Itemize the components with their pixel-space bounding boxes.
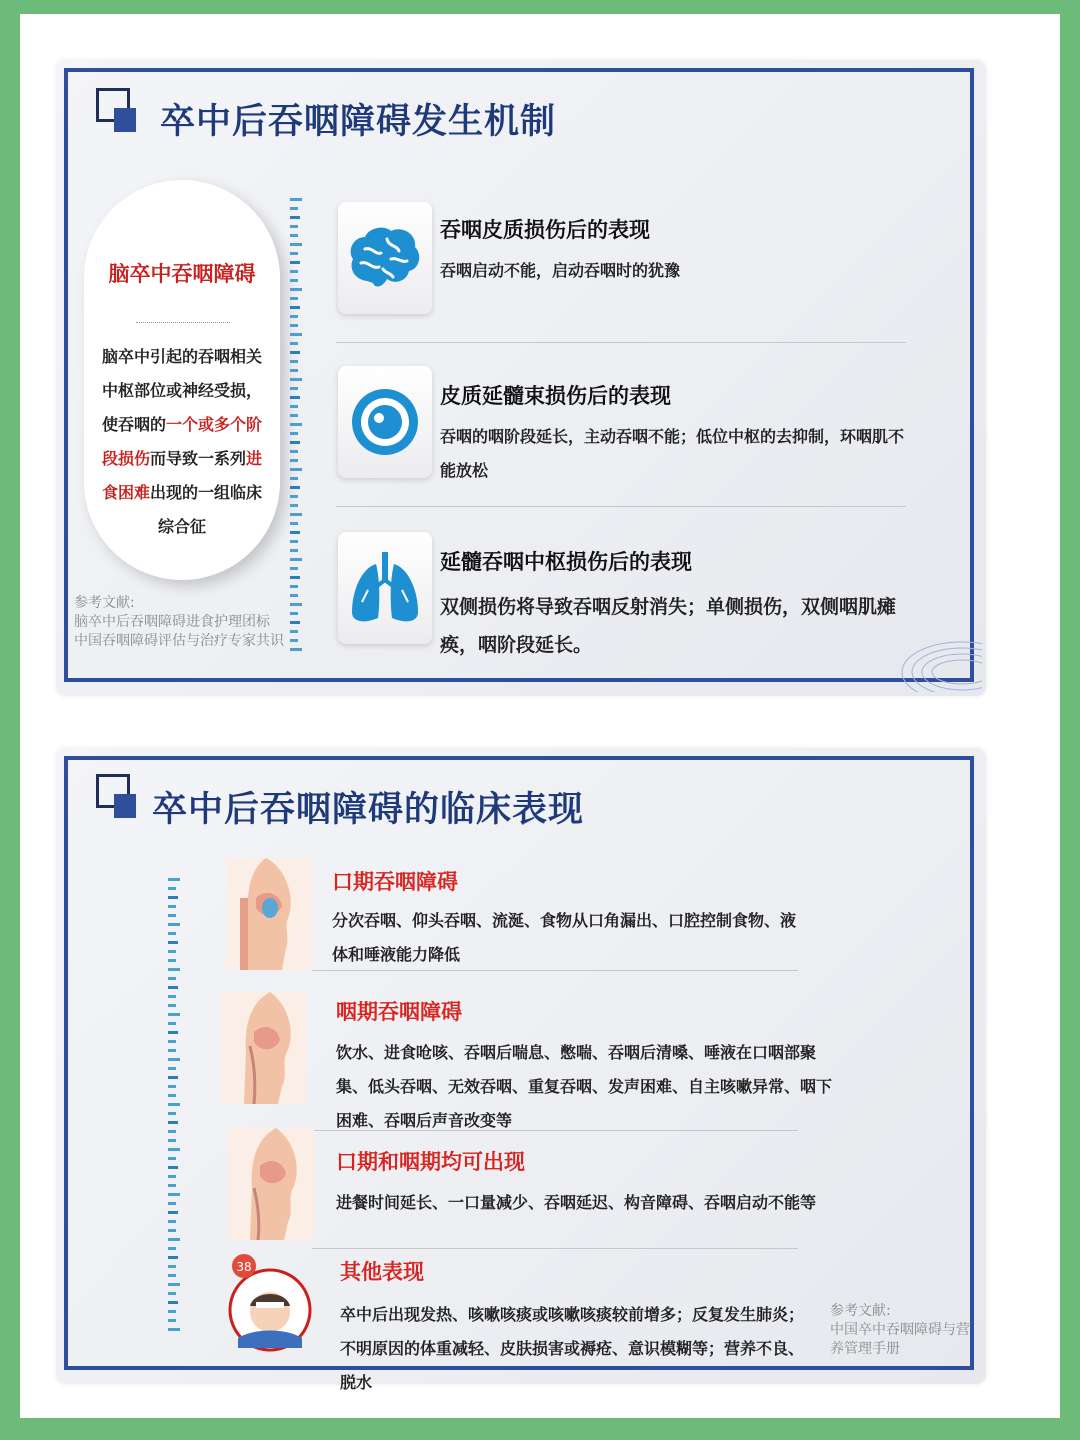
ruler-tick [290, 198, 302, 201]
divider [312, 1248, 798, 1249]
title-square-icon [96, 774, 140, 820]
ruler-tick [290, 243, 302, 246]
ruler-tick [290, 513, 302, 516]
item-desc: 双侧损伤将导致吞咽反射消失；单侧损伤，双侧咽肌瘫痪，咽阶段延长。 [440, 596, 897, 656]
ruler-tick [168, 1247, 176, 1250]
ruler-tick [168, 1175, 176, 1178]
divider [136, 322, 230, 323]
icon-box [338, 366, 432, 478]
ruler-tick [290, 369, 298, 372]
ruler-tick [290, 234, 298, 237]
ruler-tick [168, 1274, 176, 1277]
ruler-tick [290, 432, 298, 435]
ruler-tick [290, 414, 298, 417]
page [20, 14, 1060, 1418]
brain-icon [347, 223, 423, 293]
ruler-tick [168, 1004, 176, 1007]
ruler-tick [168, 1040, 176, 1043]
ruler-tick [290, 324, 298, 327]
ruler-tick [168, 1157, 176, 1160]
ruler-tick [168, 1112, 176, 1115]
references-label: 参考文献: [830, 1303, 891, 1319]
ruler-tick [168, 1013, 180, 1016]
ruler-tick [168, 986, 178, 989]
ruler-tick [168, 932, 176, 935]
title-square-icon [96, 88, 140, 134]
ruler-tick [168, 959, 176, 962]
ruler-tick [168, 1238, 180, 1241]
ruler-tick [168, 1103, 180, 1106]
ruler-tick [290, 621, 300, 624]
ruler-tick [168, 1283, 180, 1286]
ruler-tick [290, 567, 298, 570]
definition-text [84, 340, 280, 544]
item-title: 皮质延髓束损伤后的表现 [440, 384, 671, 408]
section-title: 其他表现 [340, 1260, 424, 1284]
reference-item: 脑卒中后吞咽障碍进食护理团标 [74, 614, 270, 630]
ruler-tick [168, 1166, 178, 1169]
item-desc: 吞咽启动不能，启动吞咽时的犹豫 [440, 261, 681, 280]
divider [336, 342, 906, 343]
ruler-tick [290, 612, 298, 615]
slide-clinical [56, 748, 986, 1392]
ruler-tick [168, 1292, 176, 1295]
section-title: 口期吞咽障碍 [332, 870, 458, 894]
ruler-tick [168, 914, 176, 917]
ruler-tick [168, 1094, 176, 1097]
slide-title: 卒中后吞咽障碍的临床表现 [152, 790, 585, 830]
reference-item: 中国卒中吞咽障碍与营养管理手册 [830, 1322, 970, 1357]
divider [312, 970, 798, 971]
ruler-tick [168, 887, 176, 890]
ruler-tick [290, 594, 298, 597]
ruler-tick [290, 396, 300, 399]
definition-line: 段损伤而导致一系列进 [101, 449, 263, 468]
ruler-tick [168, 1121, 178, 1124]
ruler-tick [290, 450, 298, 453]
ruler-tick [168, 1229, 176, 1232]
definition-title: 脑卒中吞咽障碍 [108, 262, 256, 286]
ruler-tick [168, 1211, 178, 1214]
definition-line: 食困难出现的一组临床 [101, 483, 263, 502]
ruler-tick [168, 1031, 178, 1034]
ruler-tick [168, 1193, 180, 1196]
ruler-tick [168, 1022, 176, 1025]
sick-patient-image [224, 1248, 314, 1362]
slide-title: 卒中后吞咽障碍发生机制 [160, 102, 557, 142]
ruler-tick [290, 495, 298, 498]
ruler-tick [290, 261, 300, 264]
ruler-tick [168, 1139, 176, 1142]
ruler-tick [290, 558, 302, 561]
ruler-tick [290, 297, 298, 300]
ruler-tick [290, 585, 298, 588]
references [74, 594, 284, 651]
ruler-tick [290, 378, 302, 381]
ruler-tick [168, 1085, 176, 1088]
ruler-decoration [168, 878, 182, 1334]
ruler-tick [290, 648, 302, 651]
ruler-tick [290, 288, 302, 291]
ruler-tick [168, 968, 180, 971]
ruler-tick [290, 423, 302, 426]
ruler-tick [290, 459, 298, 462]
slide-mechanism [56, 60, 986, 696]
ruler-tick [290, 468, 302, 471]
ruler-tick [290, 540, 298, 543]
ruler-tick [290, 216, 300, 219]
divider [336, 506, 906, 507]
icon-box [338, 202, 432, 314]
ruler-tick [290, 576, 300, 579]
ruler-tick [290, 639, 298, 642]
ruler-tick [168, 1328, 180, 1331]
thermometer-label: 38 [236, 1260, 252, 1274]
definition-line: 使吞咽的一个或多个阶 [101, 415, 263, 434]
ruler-tick [290, 270, 298, 273]
icon-box [338, 532, 432, 644]
definition-line: 中枢部位或神经受损， [101, 381, 262, 400]
swirl-decoration [892, 602, 982, 692]
ruler-tick [168, 878, 180, 881]
item-title: 延髓吞咽中枢损伤后的表现 [440, 550, 692, 574]
ruler-tick [290, 477, 298, 480]
divider [312, 1130, 798, 1131]
ruler-tick [168, 1130, 176, 1133]
references [830, 1302, 980, 1359]
ruler-tick [168, 1256, 178, 1259]
definition-line: 脑卒中引起的吞咽相关 [101, 347, 262, 366]
ruler-tick [290, 522, 298, 525]
section-desc: 进餐时间延长、一口量减少、吞咽延迟、构音障碍、吞咽启动不能等 [336, 1193, 817, 1212]
ruler-tick [168, 1049, 176, 1052]
ruler-tick [168, 1319, 176, 1322]
ruler-tick [290, 360, 298, 363]
lungs-icon [348, 550, 422, 626]
section-desc: 分次吞咽、仰头吞咽、流涎、食物从口角漏出、口腔控制食物、液体和唾液能力降低 [332, 911, 797, 964]
oral-anatomy-image [226, 858, 312, 970]
eye-icon [349, 386, 421, 458]
ruler-tick [290, 486, 300, 489]
ruler-tick [168, 1202, 176, 1205]
ruler-tick [168, 1310, 176, 1313]
definition-line: 综合征 [157, 517, 206, 536]
section-title: 咽期吞咽障碍 [336, 1000, 462, 1024]
item-desc: 吞咽的咽阶段延长，主动吞咽不能；低位中枢的去抑制，环咽肌不能放松 [440, 427, 905, 480]
ruler-tick [290, 549, 298, 552]
ruler-tick [168, 1148, 180, 1151]
ruler-tick [290, 342, 298, 345]
ruler-tick [168, 995, 176, 998]
definition-card [84, 180, 280, 580]
ruler-tick [168, 977, 176, 980]
ruler-tick [290, 504, 298, 507]
ruler-tick [168, 1058, 180, 1061]
ruler-tick [290, 315, 298, 318]
item-title: 吞咽皮质损伤后的表现 [440, 218, 650, 242]
ruler-tick [290, 405, 298, 408]
ruler-tick [168, 1184, 176, 1187]
ruler-tick [290, 207, 298, 210]
ruler-tick [168, 905, 176, 908]
ruler-tick [168, 896, 178, 899]
ruler-tick [168, 1067, 176, 1070]
reference-item: 中国吞咽障碍评估与治疗专家共识 [74, 633, 284, 649]
ruler-tick [290, 333, 302, 336]
references-label: 参考文献: [74, 595, 135, 611]
ruler-tick [168, 1301, 178, 1304]
section-desc: 卒中后出现发热、咳嗽咳痰或咳嗽咳痰较前增多；反复发生肺炎；不明原因的体重减轻、皮肤损害或褥疮、意识模糊等；营养不良、脱水 [340, 1305, 805, 1392]
ruler-decoration [290, 198, 304, 654]
ruler-tick [290, 279, 298, 282]
ruler-tick [290, 603, 302, 606]
ruler-tick [290, 531, 300, 534]
ruler-tick [290, 351, 300, 354]
ruler-tick [290, 630, 298, 633]
pharyngeal-anatomy-image [220, 992, 306, 1104]
ruler-tick [290, 441, 300, 444]
section-desc: 饮水、进食呛咳、吞咽后喘息、憋喘、吞咽后清嗓、唾液在口咽部聚集、低头吞咽、无效吞咽、重复吞咽、发声困难、自主咳嗽异常、咽下困难、吞咽后声音改变等 [336, 1043, 833, 1130]
ruler-tick [168, 923, 180, 926]
ruler-tick [290, 387, 298, 390]
ruler-tick [290, 252, 298, 255]
ruler-tick [290, 225, 298, 228]
ruler-tick [168, 1076, 178, 1079]
oral-pharyngeal-anatomy-image [228, 1128, 314, 1240]
ruler-tick [290, 306, 300, 309]
ruler-tick [168, 941, 178, 944]
section-title: 口期和咽期均可出现 [336, 1150, 525, 1174]
ruler-tick [168, 950, 176, 953]
ruler-tick [168, 1220, 176, 1223]
ruler-tick [168, 1265, 176, 1268]
